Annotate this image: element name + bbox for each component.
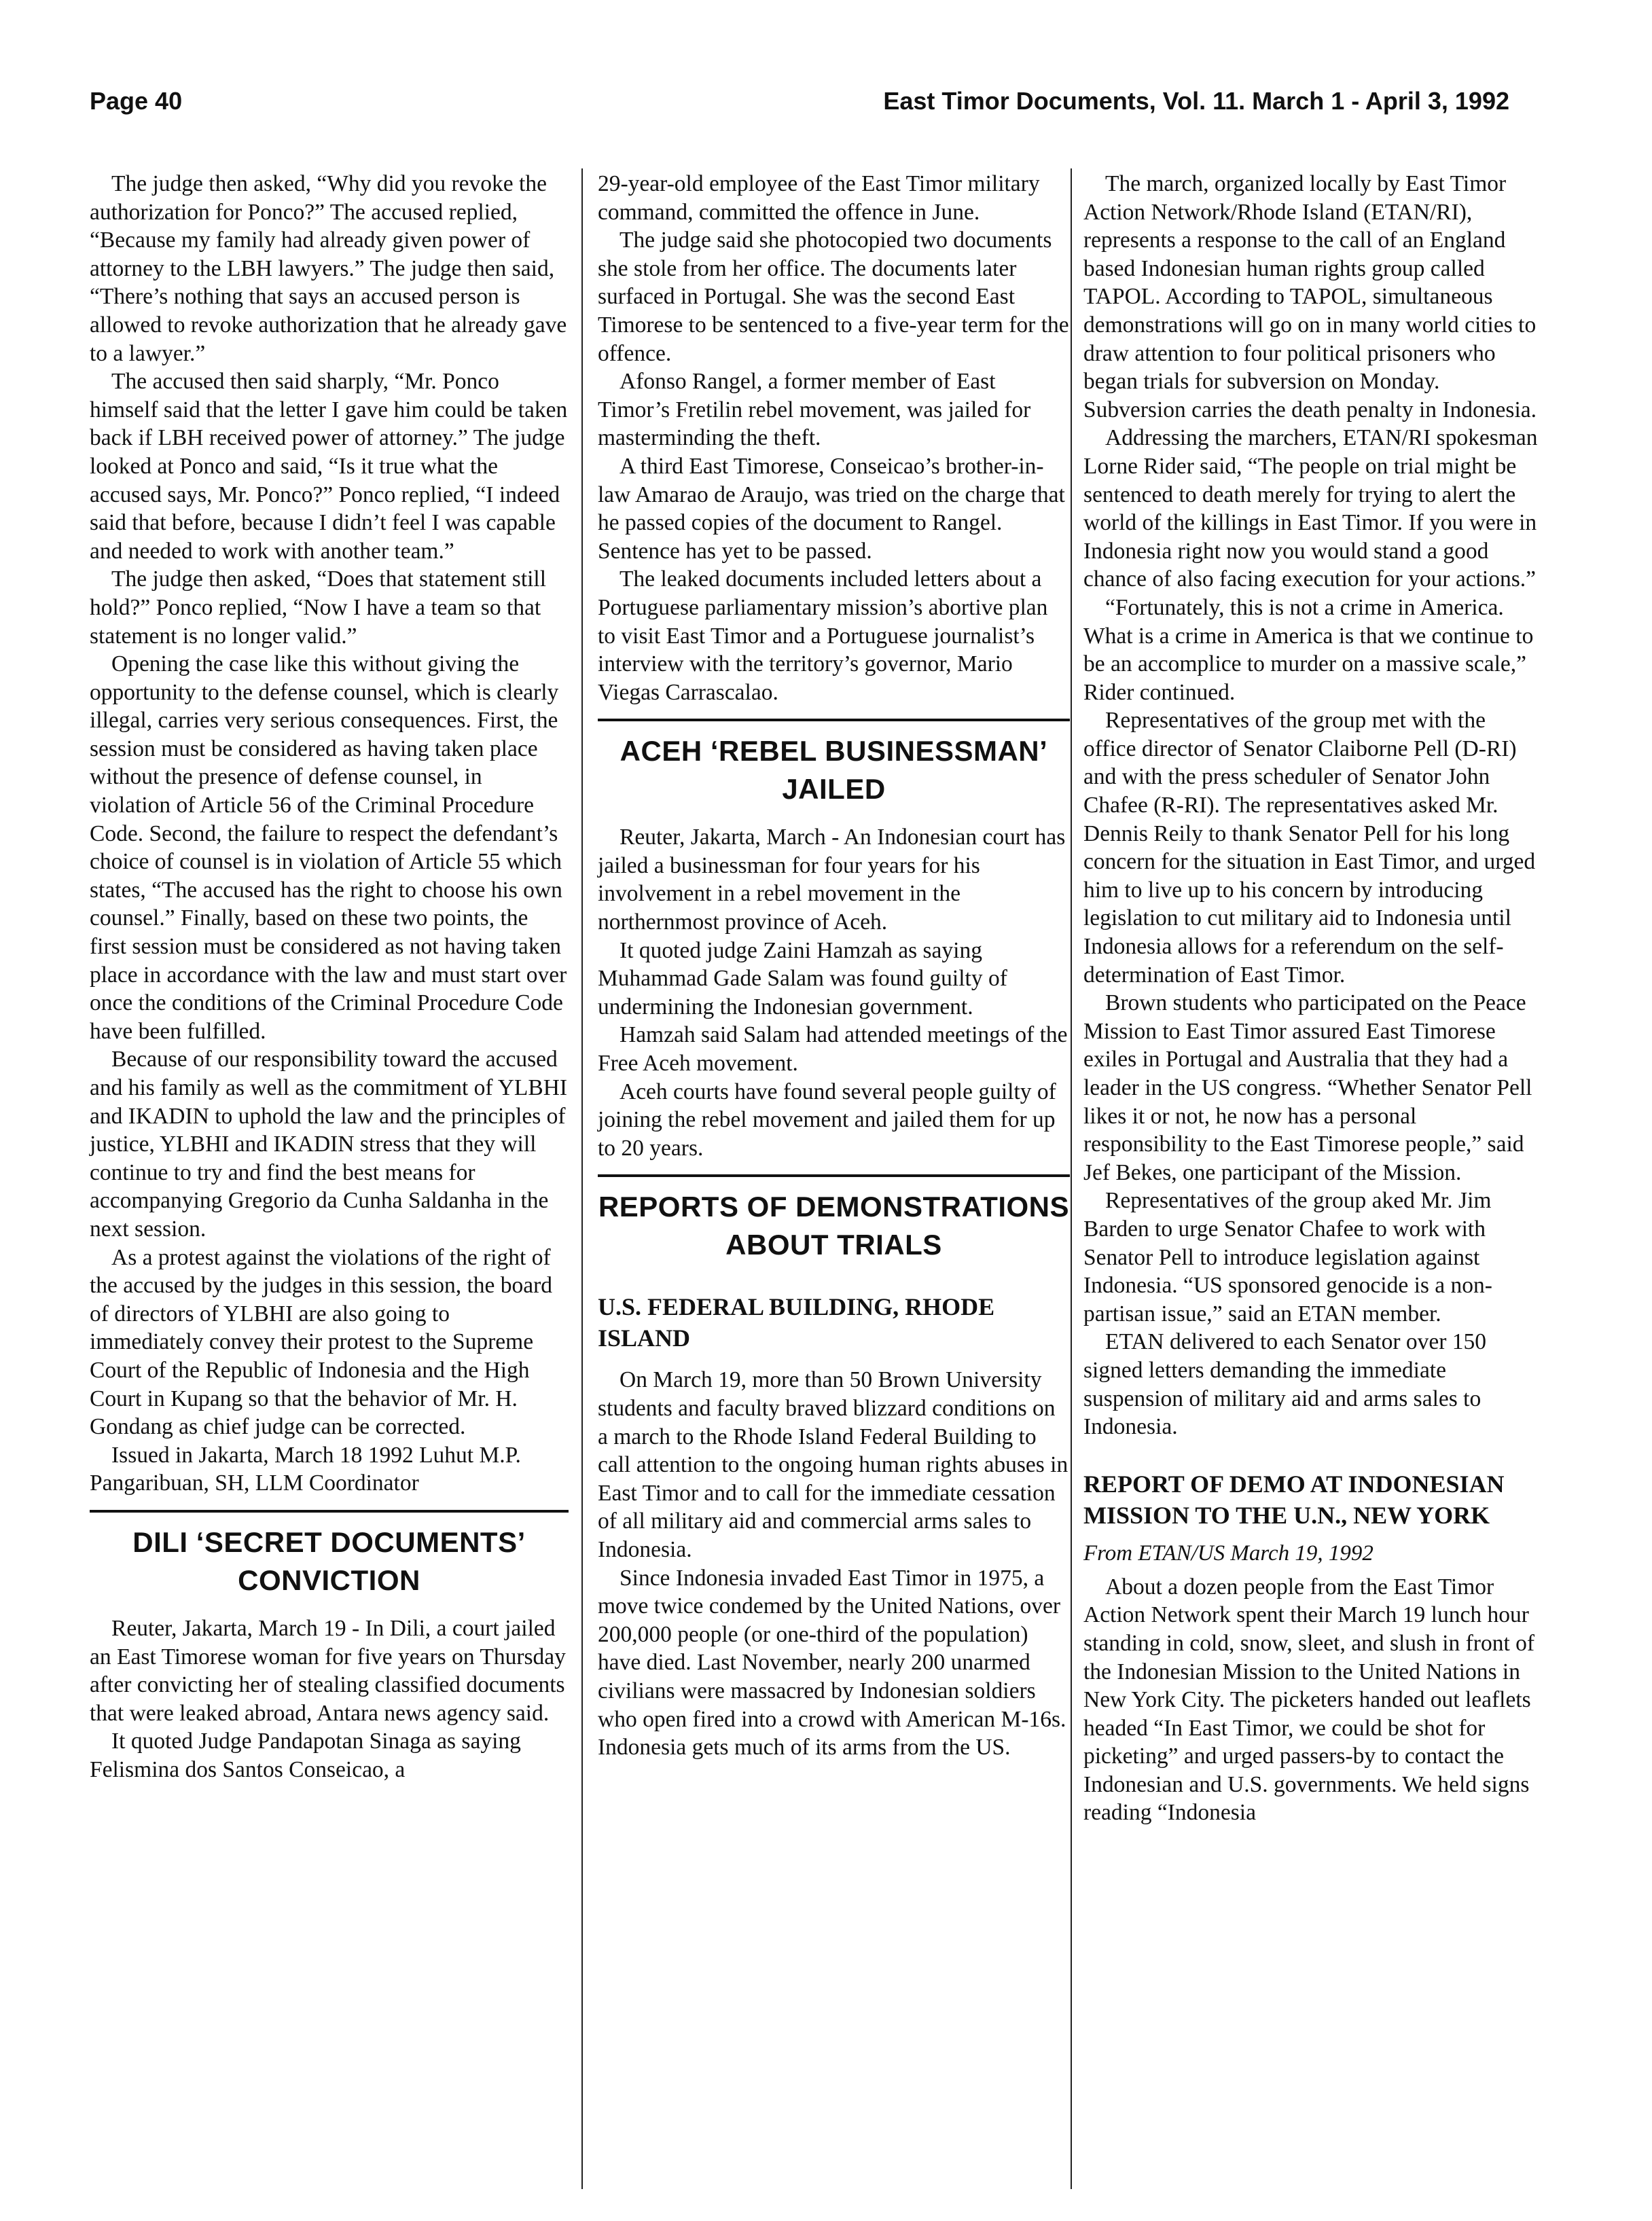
paragraph: On March 19, more than 50 Brown University students and faculty braved blizzard conditions on a march to the Rhode Island Federal Building to call attention to the ongoing human rights abuses in East Timor and to call for the immediate cessation of all military aid and commercial arms sales to Indonesia. xyxy=(598,1367,1069,1562)
paragraph: 29-year-old employee of the East Timor military command, committed the offence in June. xyxy=(598,171,1040,225)
paragraph: It quoted judge Zaini Hamzah as saying Muhammad Gade Salam was found guilty of undermining the Indonesian government. xyxy=(598,937,1007,1019)
paragraph: Hamzah said Salam had attended meetings of the Free Aceh movement. xyxy=(598,1022,1068,1077)
column-1 xyxy=(90,170,569,1784)
paragraph: The judge then asked, “Does that statement still hold?” Ponco replied, “Now I have a team so that statement is no longer valid.” xyxy=(90,566,547,649)
publication-title: East Timor Documents, Vol. 11. March 1 - April 3, 1992 xyxy=(883,87,1509,115)
paragraph: It quoted Judge Pandapotan Sinaga as saying Felismina dos Santos Conseicao, a xyxy=(90,1729,521,1782)
paragraph: Aceh courts have found several people guilty of joining the rebel movement and jailed them for up to 20 years. xyxy=(598,1079,1056,1161)
section-rule xyxy=(598,719,1070,721)
paragraph: Reuter, Jakarta, March - An Indonesian court has jailed a businessman for four years for his involvement in a rebel movement in the northernmost province of Aceh. xyxy=(598,825,1066,935)
article-subhead: U.S. FEDERAL BUILDING, RHODE ISLAND xyxy=(598,1293,995,1352)
paragraph: The march, organized locally by East Timor Action Network/Rhode Island (ETAN/RI), represents a response to the call of an England based Indonesian human rights group called TAPOL. According to TAPOL, simultaneous demonstrations will go on in many world cities to draw attention to four political prisoners who began trials for subversion on Monday. Subversion carries the death penalty in Indonesia. xyxy=(1083,171,1537,422)
column-divider-1 xyxy=(581,168,583,2189)
paragraph: Brown students who participated on the Peace Mission to East Timor assured East Timorese exiles in Portugal and Australia that they had a leader in the US congress. “Whether Senator Pell likes it or not, he now has a personal responsibility to the East Timorese people,” said Jef Bekes, one participant of the Mission. xyxy=(1083,990,1532,1185)
column-divider-2 xyxy=(1071,168,1072,2189)
paragraph: Representatives of the group aked Mr. Jim Barden to urge Senator Chafee to work with Senator Pell to introduce legislation against Indonesia. “US sponsored genocide is a non-partisan issue,” said an ETAN member. xyxy=(1083,1188,1492,1326)
paragraph: ETAN delivered to each Senator over 150 signed letters demanding the immediate suspension of military aid and arms sales to Indonesia. xyxy=(1083,1329,1487,1440)
paragraph: Because of our responsibility toward the accused and his family as well as the commitment of YLBHI and IKADIN to uphold the law and the principles of justice, YLBHI and IKADIN stress that they will continue to try and find the best means for accompanying Gregorio da Cunha Saldanha in the next session. xyxy=(90,1047,568,1242)
paragraph: Issued in Jakarta, March 18 1992 Luhut M.P. Pangaribuan, SH, LLM Coordinator xyxy=(90,1442,521,1496)
paragraph: Afonso Rangel, a former member of East Timor’s Fretilin rebel movement, was jailed for masterminding the theft. xyxy=(598,369,1031,451)
paragraph: The leaked documents included letters about a Portuguese parliamentary mission’s abortive plan to visit East Timor and a Portuguese journalist’s interview with the territory’s governor, Mario Viegas Carrascalao. xyxy=(598,566,1048,705)
section-rule xyxy=(598,1174,1070,1177)
paragraph: The judge said she photocopied two documents she stole from her office. The documents later surfaced in Portugal. She was the second East Timorese to be sentenced to a five-year term for the offence. xyxy=(598,228,1069,366)
column-3 xyxy=(1083,170,1539,1827)
paragraph: Opening the case like this without giving the opportunity to the defense counsel, which is clearly illegal, carries very serious consequences. First, the session must be considered as having taken place without the presence of defense counsel, in violation of Article 56 of the Criminal Procedure Code. Second, the failure to respect the defendant’s choice of counsel is in violation of Article 55 which states, “The accused has the right to choose his own counsel.” Finally, based on these two points, the first session must be considered as not having taken place in accordance with the law and must start over once the conditions of the Criminal Procedure Code have been fulfilled. xyxy=(90,651,567,1044)
article-headline: REPORTS OF DEMONSTRATIONS ABOUT TRIALS xyxy=(598,1191,1070,1261)
paragraph: A third East Timorese, Conseicao’s brother-in-law Amarao de Araujo, was tried on the charge that he passed copies of the document to Rangel. Sentence has yet to be passed. xyxy=(598,453,1065,564)
paragraph: Reuter, Jakarta, March 19 - In Dili, a court jailed an East Timorese woman for five years on Thursday after convicting her of stealing classified documents that were leaked abroad, Antara news agency said. xyxy=(90,1615,566,1726)
paragraph: “Fortunately, this is not a crime in America. What is a crime in America is that we continue to be an accomplice to murder on a massive scale,” Rider continued. xyxy=(1083,594,1534,705)
paragraph: As a protest against the violations of the right of the accused by the judges in this session, the board of directors of YLBHI are also going to immediately convey their protest to the Supreme Court of the Republic of Indonesia and the High Court in Kupang so that the behavior of Mr. H. Gondang as chief judge can be corrected. xyxy=(90,1244,553,1440)
paragraph: About a dozen people from the East Timor Action Network spent their March 19 lunch hour standing in cold, snow, sleet, and slush in front of the Indonesian Mission to the United Nations in New York City. The picketers handed out leaflets headed “In East Timor, we could be shot for picketing” and urged passers-by to contact the Indonesian and U.S. governments. We held signs reading “Indonesia xyxy=(1083,1574,1535,1826)
section-rule xyxy=(90,1510,569,1513)
page-number: Page 40 xyxy=(90,87,183,115)
paragraph: Representatives of the group met with the office director of Senator Claiborne Pell (D-RI) and with the press scheduler of Senator John Chafee (R-RI). The representatives asked Mr. Dennis Reily to thank Senator Pell for his long concern for the situation in East Timor, and urged him to live up to his concern by introducing legislation to cut military aid to Indonesia until Indonesia allows for a referendum on the self-determination of East Timor. xyxy=(1083,708,1536,988)
article-headline: DILI ‘SECRET DOCUMENTS’ CONVICTION xyxy=(132,1525,526,1596)
paragraph: Addressing the marchers, ETAN/RI spokesman Lorne Rider said, “The people on trial might be sentenced to death merely for trying to alert the world of the killings in East Timor. If you were in Indonesia right now you would stand a good chance of also facing execution for your actions.” xyxy=(1083,425,1538,592)
column-2 xyxy=(598,170,1070,1762)
page-header xyxy=(90,87,1509,128)
article-byline: From ETAN/US March 19, 1992 xyxy=(1083,1540,1373,1566)
article-subhead: REPORT OF DEMO AT INDONESIAN MISSION TO THE U.N., NEW YORK xyxy=(1083,1470,1505,1529)
paragraph: The judge then asked, “Why did you revoke the authorization for Ponco?” The accused replied, “Because my family had already given power of attorney to the LBH lawyers.” The judge then said, “There’s nothing that says an accused person is allowed to revoke authorization that he already gave to a lawyer.” xyxy=(90,171,567,366)
paragraph: Since Indonesia invaded East Timor in 1975, a move twice condemed by the United Nations, over 200,000 people (or one-third of the population) have died. Last November, nearly 200 unarmed civilians were massacred by Indonesian soldiers who open fired into a crowd with American M-16s. Indonesia gets much of its arms from the US. xyxy=(598,1565,1066,1760)
article-headline: ACEH ‘REBEL BUSINESSMAN’ JAILED xyxy=(620,735,1048,806)
paragraph: The accused then said sharply, “Mr. Ponco himself said that the letter I gave him could be taken back if LBH received power of attorney.” The judge looked at Ponco and said, “Is it true what the accused says, Mr. Ponco?” Ponco replied, “I indeed said that before, because I didn’t feel I was capable and needed to work with another team.” xyxy=(90,369,568,564)
